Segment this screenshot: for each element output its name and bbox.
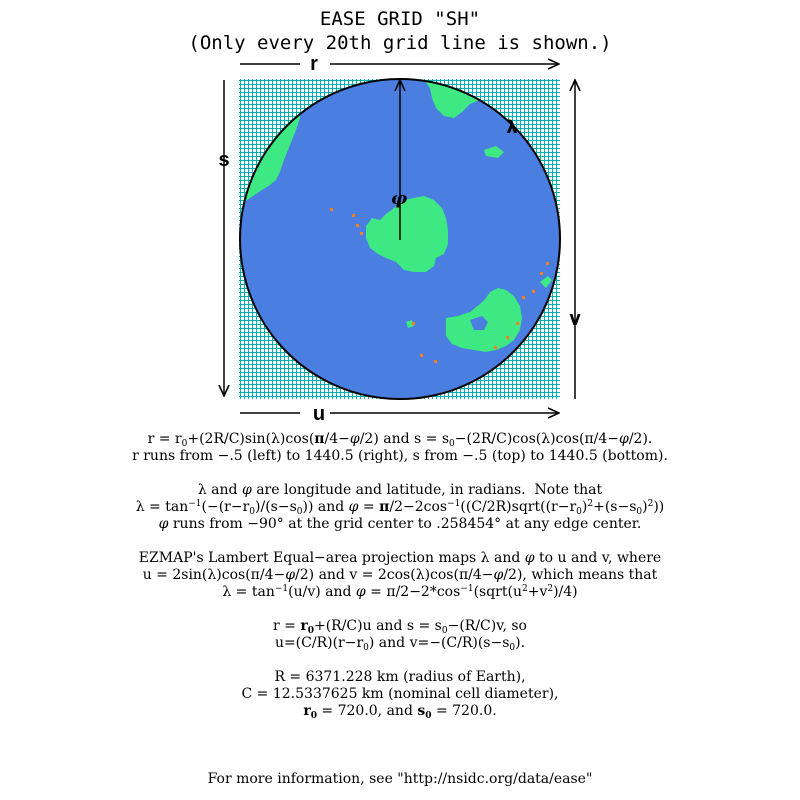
eq-line: $r = r_0+(R/C)u$ and $s = s_0-(R/C)v$, so bbox=[273, 618, 527, 636]
lambda-label: λ bbox=[506, 117, 518, 138]
v-label: v bbox=[569, 308, 581, 330]
equations-block bbox=[0, 431, 800, 720]
footer-info: For more information, see "http://nsidc.org/data/ease" bbox=[207, 771, 593, 787]
eq-line: λ and φ are longitude and latitude, in radians. Note that bbox=[197, 482, 603, 498]
eq-line: $r_0 = 720.0$, and $s_0 = 720.0$. bbox=[303, 703, 497, 721]
eq-line: u = 2sin(λ)cos(π/4−φ/2) and v = 2cos(λ)cos(π/4−φ/2), which means that bbox=[142, 567, 658, 583]
eq-line: C = 12.5337625 km (nominal cell diameter), bbox=[241, 686, 559, 702]
eq-line: EZMAP's Lambert Equal−area projection maps λ and φ to u and v, where bbox=[138, 550, 662, 566]
r-label: r bbox=[310, 53, 318, 75]
eq-line: $u=(C/R)(r-r_0)$ and $v=-(C/R)(s-s_0)$. bbox=[274, 635, 526, 653]
eq-line: r runs from −.5 (left) to 1440.5 (right), s from −.5 (top) to 1440.5 (bottom). bbox=[132, 448, 668, 464]
eq-line: $\lambda = \tan^{-1}(-(r-r_0)/(s-s_0))$ and $\varphi = \pi/2-2\cos^{-1}((C/2R)sqrt((r-r_0)^2+(s-s_0)^2))$ bbox=[135, 499, 665, 517]
phi-label: φ bbox=[390, 188, 408, 209]
title-line-1: EASE GRID "SH" bbox=[319, 8, 481, 30]
u-label: u bbox=[312, 403, 326, 425]
s-label: s bbox=[218, 149, 230, 171]
eq-line: $\lambda = \tan^{-1}(u/v)$ and $\varphi = \pi/2-2*\cos^{-1}(sqrt(u^2+v^2)/4)$ bbox=[222, 584, 578, 600]
eq-line: R = 6371.228 km (radius of Earth), bbox=[274, 669, 526, 685]
eq-line: $r = r_0+(2R/C)\sin(\lambda)\cos(\pi/4-\varphi/2)$ and $s = s_0-(2R/C)\cos(\lambda)\cos(\pi/4-\varphi/2)$. bbox=[147, 431, 653, 449]
eq-line: φ runs from −90° at the grid center to .258454° at any edge center. bbox=[158, 516, 642, 532]
title-line-2: (Only every 20th grid line is shown.) bbox=[188, 32, 612, 54]
